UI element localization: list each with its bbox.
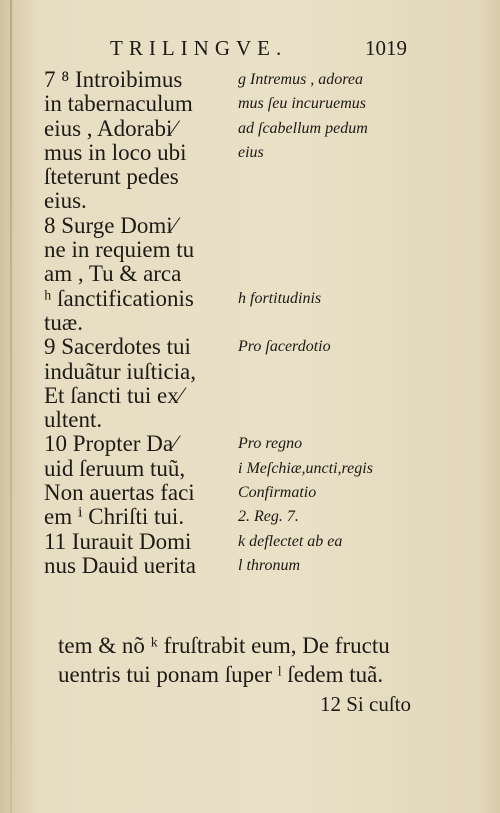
gloss-line: g Intremus , adorea <box>238 71 364 88</box>
gloss-line: ad ſcabellum pedum <box>238 119 368 137</box>
full-width-line: uentris tui ponam ſuper ˡ ſedem tuã. <box>58 662 384 687</box>
latin-column <box>44 68 259 578</box>
gloss-line <box>238 360 438 384</box>
gloss-line <box>238 262 438 286</box>
text-line: ʰ ſanctificationis <box>44 285 194 311</box>
gloss-line <box>238 189 438 213</box>
text-line: Non auertas faci <box>44 480 195 506</box>
text-line: ne in requiem tu <box>44 237 195 263</box>
text-line: 8 Surge Domi⁄ <box>44 212 177 238</box>
gloss-line: l thronum <box>238 556 301 574</box>
text-line: tuæ. <box>44 309 83 335</box>
text-line: nus Dauid uerita <box>44 552 197 578</box>
gloss-line <box>238 165 438 189</box>
text-line: am , Tu & arca <box>44 261 182 287</box>
text-line: in tabernaculum <box>44 91 193 117</box>
text-line: uid ſeruum tuũ, <box>44 455 186 481</box>
text-line: ſteterunt pedes <box>44 164 179 190</box>
text-line: induãtur iuſticia, <box>44 358 197 384</box>
full-width-line: tem & nõ ᵏ fruſtrabit eum, De fructu <box>58 633 390 658</box>
gloss-line <box>238 214 438 238</box>
text-line: 10 Propter Da⁄ <box>44 431 177 457</box>
running-head: TRILINGVE. <box>110 36 288 60</box>
gloss-line <box>238 238 438 262</box>
text-line: 7 ⁸ Introibimus <box>44 67 183 92</box>
gloss-line: k deflectet ab ea <box>238 532 343 550</box>
gloss-line: Pro ſacerdotio <box>238 338 331 356</box>
gloss-line: 2. Reg. 7. <box>238 508 299 526</box>
text-line: em ⁱ Chriſti tui. <box>44 504 185 530</box>
gloss-line: Pro regno <box>238 435 303 453</box>
page-number: 1019 <box>365 36 407 60</box>
text-line: 11 Iurauit Domi <box>44 528 192 554</box>
gloss-line: Confirmatio <box>238 484 317 502</box>
gloss-line: i Meſchiæ,uncti,regis <box>238 459 373 477</box>
gloss-line <box>238 408 438 432</box>
text-line: mus in loco ubi <box>44 139 187 165</box>
text-line: ultent. <box>44 407 103 433</box>
text-line: Et ſancti tui ex⁄ <box>44 382 183 408</box>
gloss-line: eius <box>238 143 264 161</box>
gloss-line: mus ſeu incuruemus <box>238 95 366 113</box>
text-line: 9 Sacerdotes tui <box>44 334 191 360</box>
text-line: eius. <box>44 188 87 214</box>
catchword: 12 Si cuſto <box>320 692 412 716</box>
gloss-line <box>238 384 438 408</box>
text-line: eius , Adorabi⁄ <box>44 115 177 141</box>
gloss-line <box>238 311 438 335</box>
gloss-line: h fortitudinis <box>238 289 322 307</box>
gloss-column <box>238 68 438 578</box>
gutter-shadow <box>10 0 12 813</box>
